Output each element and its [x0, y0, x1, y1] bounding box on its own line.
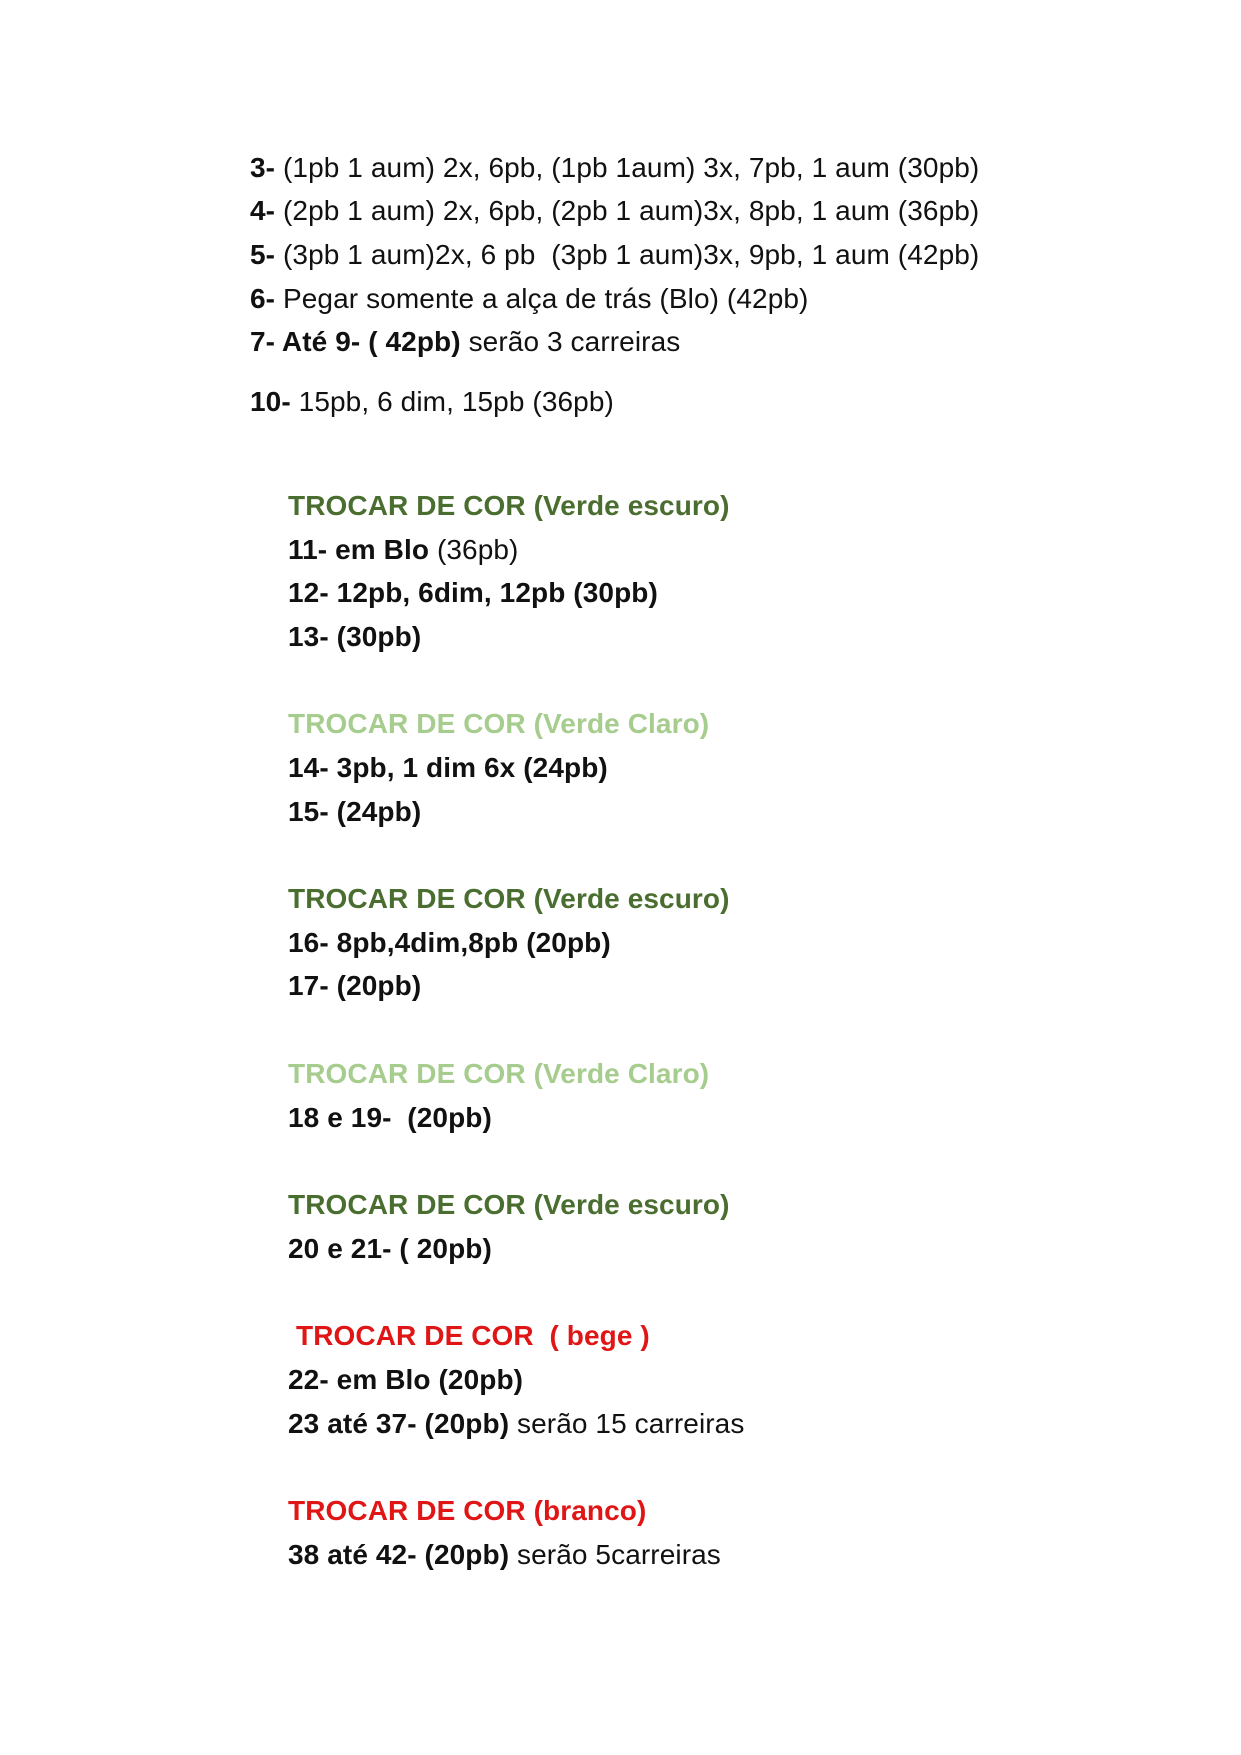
row-20: 20 e 21- ( 20pb)	[288, 1233, 492, 1264]
row-number: 10-	[250, 386, 291, 417]
row-15: 15- (24pb)	[288, 796, 422, 827]
row-number: 4-	[250, 195, 276, 226]
row-4	[250, 194, 979, 228]
section-heading-light-green: TROCAR DE COR (Verde Claro)	[288, 708, 710, 739]
row-5	[250, 238, 979, 272]
section-heading-light-green: TROCAR DE COR (Verde Claro)	[288, 1058, 710, 1089]
row-text: (2pb 1 aum) 2x, 6pb, (2pb 1 aum)3x, 8pb, 1 aum (36pb)	[275, 195, 980, 226]
section-heading-red: TROCAR DE COR (branco)	[288, 1495, 647, 1526]
row-text: (1pb 1 aum) 2x, 6pb, (1pb 1aum) 3x, 7pb, 1 aum (30pb)	[275, 152, 980, 183]
section-heading-dark-green: TROCAR DE COR (Verde escuro)	[288, 490, 730, 521]
row-17: 17- (20pb)	[288, 970, 422, 1001]
row-text: serão 3 carreiras	[460, 326, 681, 357]
row-10	[250, 385, 614, 419]
row-text: (36pb)	[429, 534, 519, 565]
section-heading-dark-green: TROCAR DE COR (Verde escuro)	[288, 883, 730, 914]
row-3	[250, 151, 979, 185]
row-7	[250, 325, 680, 359]
row-text: Pegar somente a alça de trás (Blo) (42pb)	[275, 283, 809, 314]
row-bold: 11- em Blo	[288, 534, 430, 565]
row-38	[288, 1538, 721, 1572]
row-16: 16- 8pb,4dim,8pb (20pb)	[288, 927, 611, 958]
row-11	[288, 533, 518, 567]
row-22: 22- em Blo (20pb)	[288, 1364, 524, 1395]
row-12: 12- 12pb, 6dim, 12pb (30pb)	[288, 577, 658, 608]
row-text: serão 5carreiras	[509, 1539, 721, 1570]
row-number: 5-	[250, 239, 276, 270]
row-text: serão 15 carreiras	[509, 1408, 745, 1439]
row-text: (3pb 1 aum)2x, 6 pb (3pb 1 aum)3x, 9pb, 1 aum (42pb)	[275, 239, 980, 270]
row-number: 3-	[250, 152, 276, 183]
section-heading-dark-green: TROCAR DE COR (Verde escuro)	[288, 1189, 730, 1220]
row-14: 14- 3pb, 1 dim 6x (24pb)	[288, 752, 608, 783]
row-bold: 23 até 37- (20pb)	[288, 1408, 510, 1439]
row-13: 13- (30pb)	[288, 621, 422, 652]
row-number: 7- Até 9- ( 42pb)	[250, 326, 461, 357]
row-23	[288, 1407, 744, 1441]
row-number: 6-	[250, 283, 276, 314]
section-heading-red: TROCAR DE COR ( bege )	[296, 1320, 650, 1351]
row-bold: 38 até 42- (20pb)	[288, 1539, 510, 1570]
row-18: 18 e 19- (20pb)	[288, 1102, 492, 1133]
row-6	[250, 282, 808, 316]
row-text: 15pb, 6 dim, 15pb (36pb)	[290, 386, 614, 417]
